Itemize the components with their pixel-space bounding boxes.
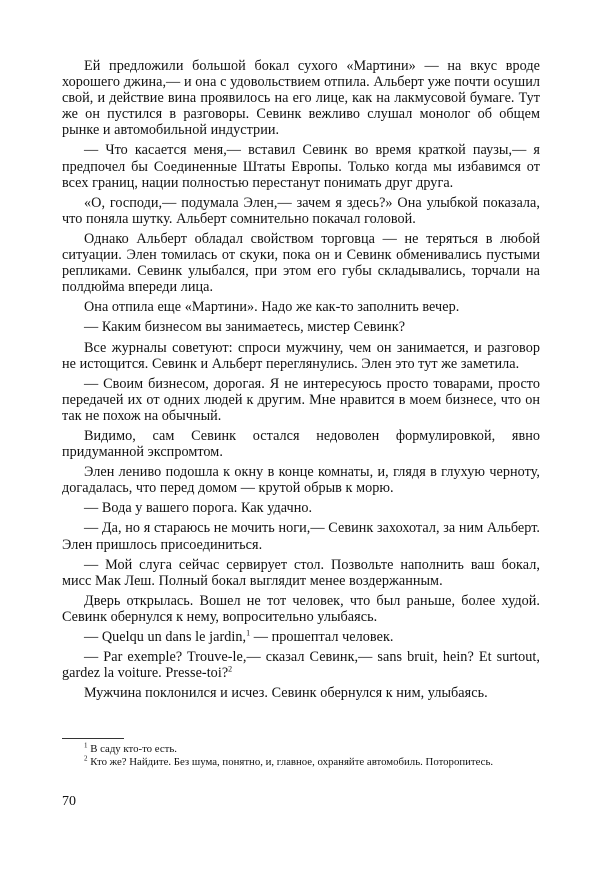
paragraph: «О, господи,— подумала Элен,— зачем я здесь?» Она улыбкой показала, что поняла шутку. Альберт сомнительно покачал головой. [62, 194, 540, 227]
paragraph-text: — Quelqu un dans le jardin, [84, 629, 247, 645]
paragraph [62, 629, 540, 645]
footnote-text: Кто же? Найдите. Без шума, понятно, и, главное, охраняйте автомобиль. Поторопитесь. [87, 756, 494, 768]
footnote-reference: 1 [246, 628, 251, 638]
footnote [62, 756, 540, 769]
paragraph: Ей предложили большой бокал сухого «Мартини» — на вкус вроде хорошего джина,— и она с удовольствием отпила. Альберт уже почти осушил свой, и действие вина проявилось на его лице, как на лакмусовой бумаге. Тут же он пустился в разговоры. Севинк вежливо слушал монолог об общем рынке и автомобильной индустрии. [62, 58, 540, 139]
paragraph: Дверь открылась. Вошел не тот человек, что был раньше, более худой. Севинк обернулся к нему, вопросительно улыбаясь. [62, 592, 540, 625]
footnotes [62, 738, 540, 769]
paragraph: Мужчина поклонился и исчез. Севинк обернулся к ним, улыбаясь. [84, 685, 488, 702]
paragraph: — Каким бизнесом вы занимаетесь, мистер Севинк? [84, 319, 406, 336]
page-number: 70 [62, 794, 76, 809]
paragraph: — Мой слуга сейчас сервирует стол. Позвольте наполнить ваш бокал, мисс Мак Леш. Полный бокал выглядит менее воздержанным. [62, 556, 540, 589]
paragraph: — Да, но я стараюсь не мочить ноги,— Севинк захохотал, за ним Альберт. Элен пришлось присоединиться. [62, 520, 540, 553]
footnote-mark: 1 [84, 741, 88, 750]
footnote [62, 743, 540, 756]
paragraph: Элен лениво подошла к окну в конце комнаты, и, глядя в глухую черноту, догадалась, что перед домом — крутой обрыв к морю. [62, 464, 540, 497]
paragraph: Она отпила еще «Мартини». Надо же как-то заполнить вечер. [84, 299, 460, 316]
paragraph: — Своим бизнесом, дорогая. Я не интересуюсь просто товарами, просто передачей их от одних людей к другим. Мне нравится в моем бизнесе, что он так не похож на обычный. [62, 375, 540, 424]
paragraph: — Что касается меня,— вставил Севинк во время краткой паузы,— я предпочел бы Соединенные Штаты Европы. Только когда мы избавимся от всех границ, нации полностью перестанут понимать друг друга. [62, 142, 540, 191]
paragraph-text: — прошептал человек. [250, 629, 394, 645]
footnote-text: В саду кто-то есть. [87, 743, 177, 755]
paragraph: Видимо, сам Севинк остался недоволен формулировкой, явно придуманной экспромтом. [62, 427, 540, 461]
paragraph: — Вода у вашего порога. Как удачно. [84, 500, 313, 517]
footnote-reference: 2 [228, 664, 233, 674]
paragraph: Все журналы советуют: спроси мужчину, чем он занимается, и разговор не истощится. Севинк и Альберт переглянулись. Элен это тут же заметила. [62, 339, 540, 372]
paragraph: Однако Альберт обладал свойством торговца — не теряться в любой ситуации. Элен томилась от скуки, пока он и Севинк обменивались пустыми репликами. Севинк улыбался, при этом его губы складывались, торчали на полдюйма впереди лица. [62, 230, 540, 296]
footnote-mark: 2 [84, 754, 88, 763]
paragraph-text: — Par exemple? Trouve-le,— сказал Севинк,— sans bruit, hein? Et surtout, gardez la voiture. Presse-toi? [62, 649, 540, 682]
footnote-divider [62, 738, 124, 739]
paragraph [62, 649, 540, 681]
page-body [62, 58, 540, 705]
